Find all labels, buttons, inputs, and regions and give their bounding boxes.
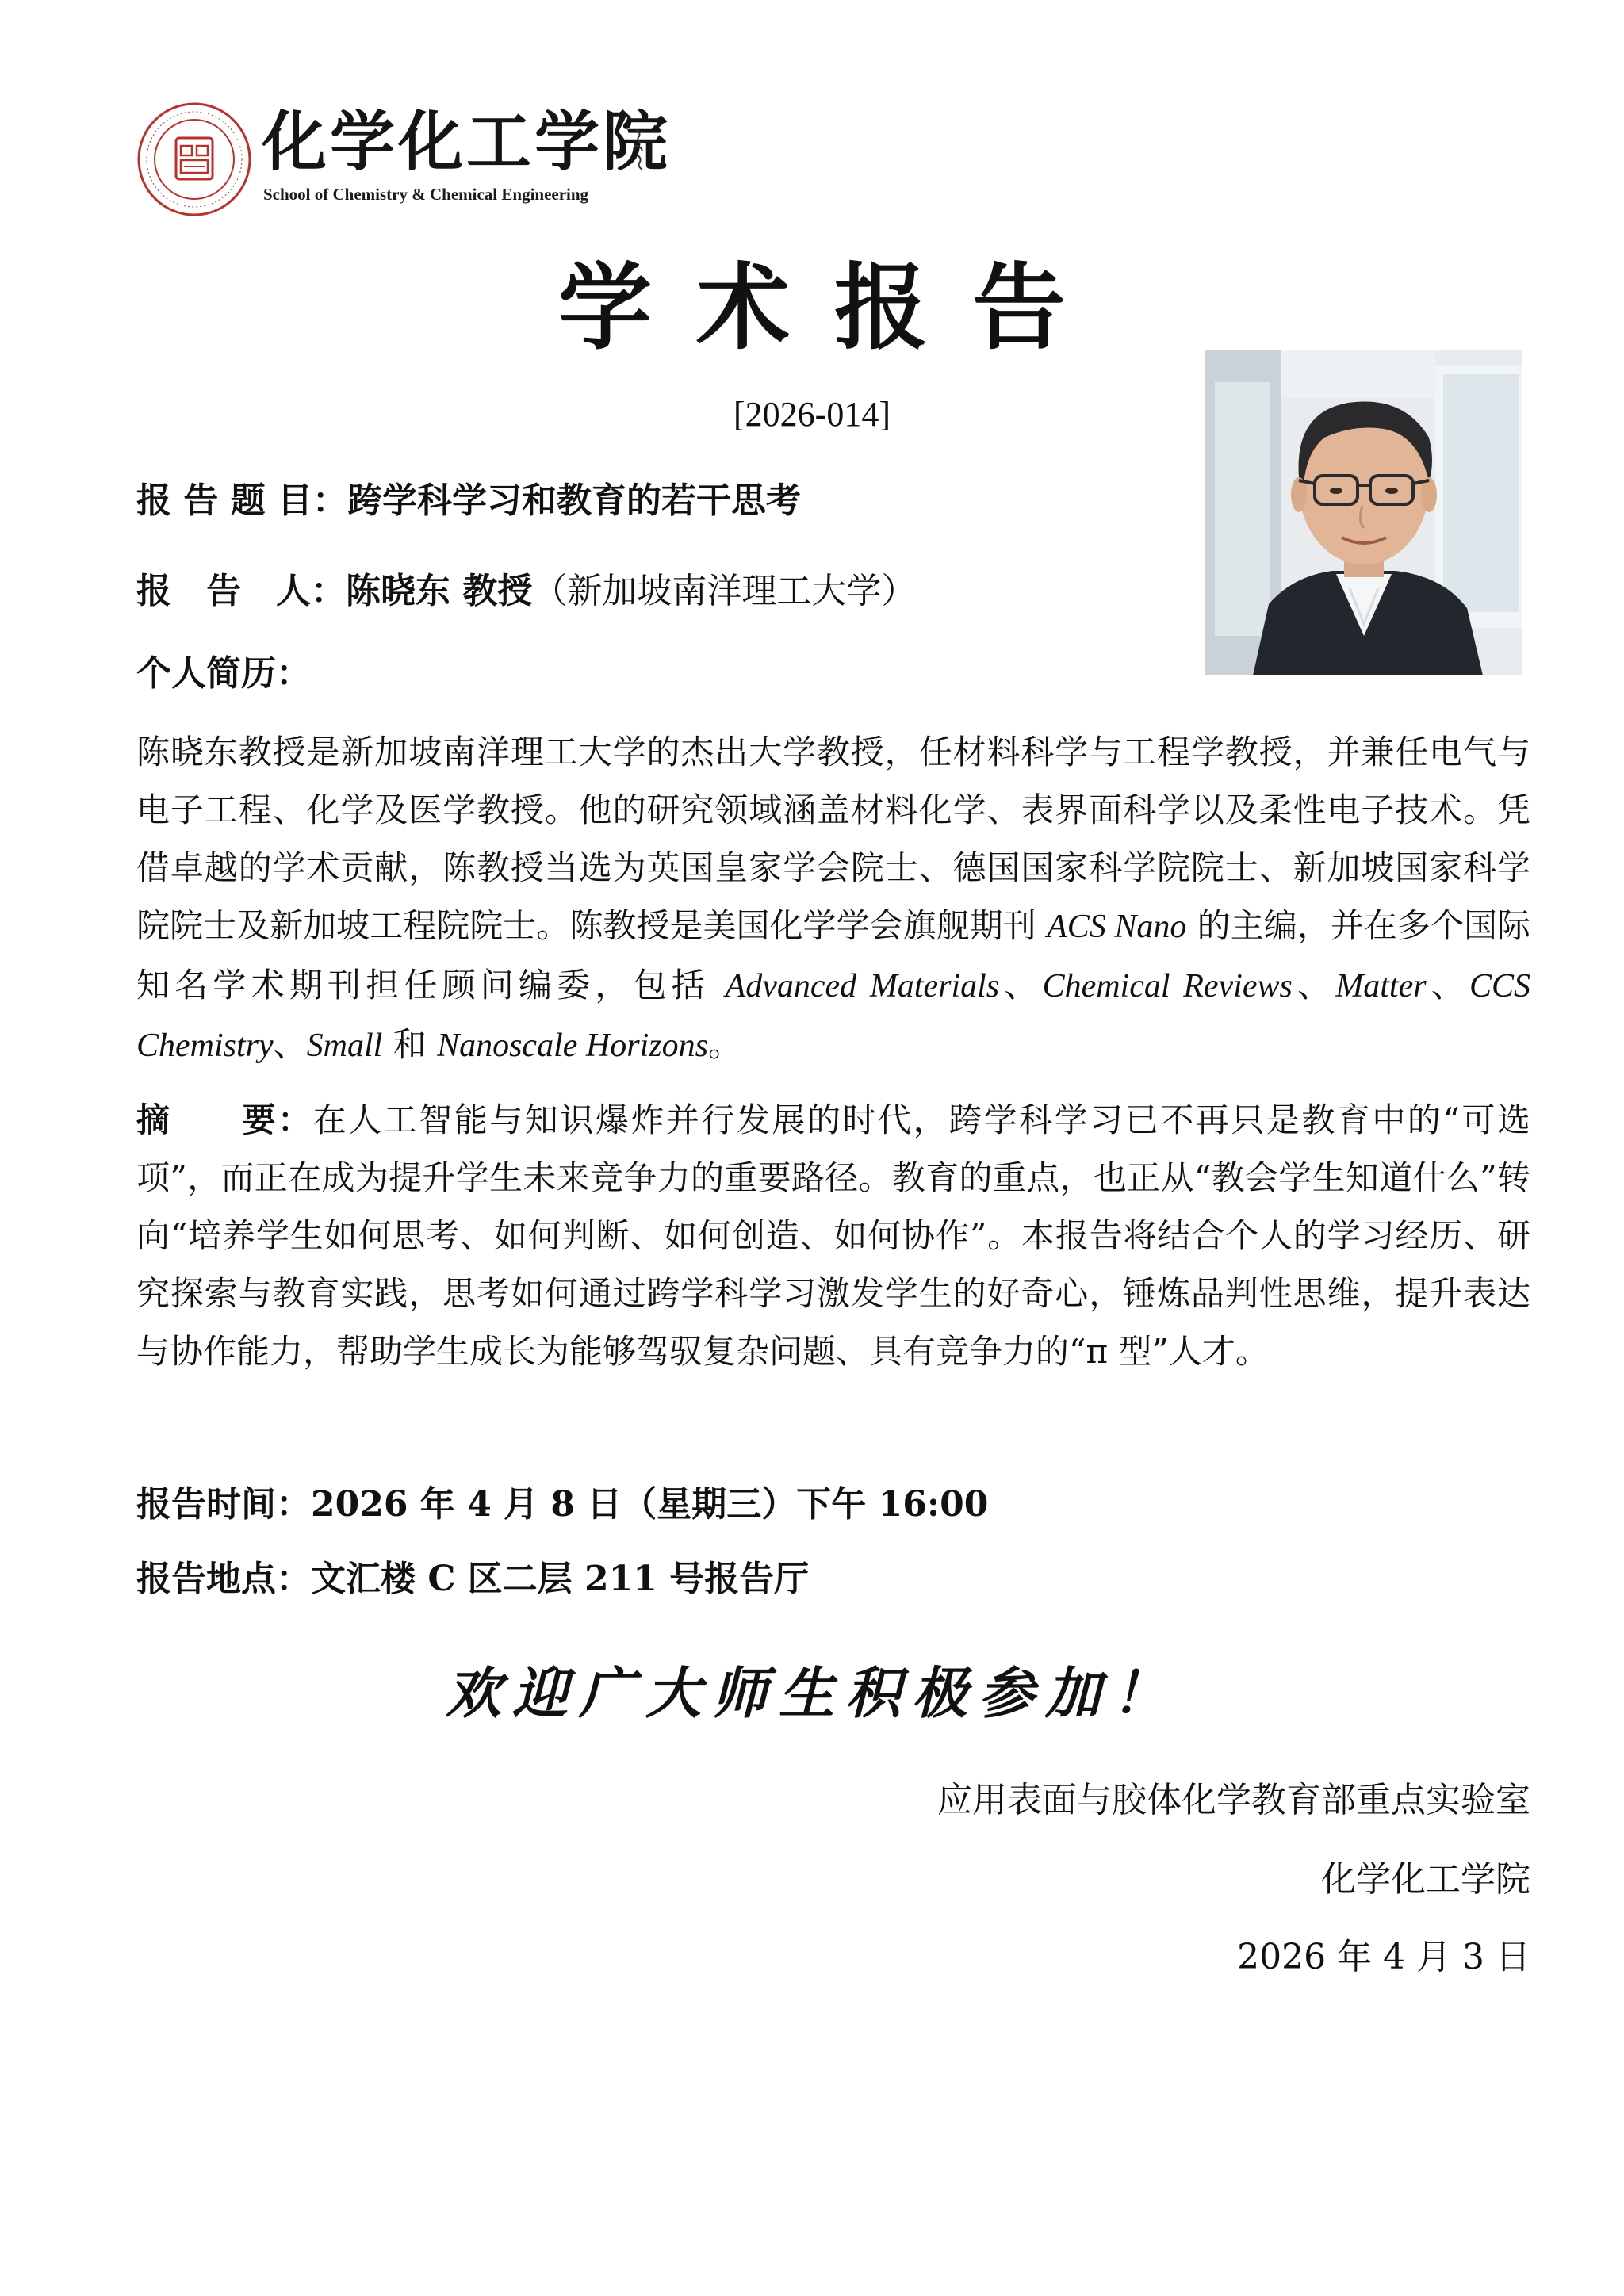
- journal-small: Small: [306, 1027, 383, 1064]
- speaker-line: [136, 569, 916, 614]
- bio-label: 个人简历：: [136, 653, 311, 694]
- journal-nanoscale-horizons: Nanoscale Horizons: [437, 1027, 708, 1064]
- calligraphy-signature-mark: [630, 125, 650, 173]
- and-word: 和: [393, 1025, 427, 1064]
- separator: 、: [1292, 966, 1336, 1004]
- journal-chemical-reviews: Chemical Reviews: [1042, 968, 1293, 1004]
- journal-ccs-chemistry: CCS Chemistry: [136, 968, 1530, 1064]
- signature-date: 2026 年 4 月 3 日: [1237, 1937, 1530, 1977]
- speaker-affiliation: （新加坡南洋理工大学）: [532, 571, 917, 611]
- page-title: 学术报告: [557, 252, 1110, 362]
- speaker-name: 陈晓东 教授: [346, 571, 533, 611]
- bio-text-1: 陈晓东教授是新加坡南洋理工大学的杰出大学教授，任材料科学与工程学教授，并兼任电气与电子工程、化学及医学教授。他的研究领域涵盖材料化学、表界面科学以及柔性电子技术。凭借卓越的学术贡献，陈教授当选为英国皇家学会院士、德国国家科学院院士、新加坡国家科学院院士及新加坡工程院院士。陈教授是美国化学学会旗舰期刊: [136, 733, 1530, 945]
- logo-chinese-name: 化学化工学院: [262, 105, 672, 180]
- bio-heading: [136, 652, 311, 696]
- report-number: [2026-014]: [733, 395, 891, 434]
- abstract-text: 在人工智能与知识爆炸并行发展的时代，跨学科学习已不再只是教育中的“可选项”，而正在成为提升学生未来竞争力的重要路径。教育的重点，也正从“教会学生知道什么”转向“培养学生如何思考、如何判断、如何创造、如何协作”。本报告将结合个人的学习经历、研究探索与教育实践，思考如何通过跨学科学习激发学生的好奇心，锤炼品判性思维，提升表达与协作能力，帮助学生成长为能够驾驭复杂问题、具有竞争力的“π 型”人才。: [136, 1100, 1530, 1371]
- bio-text-2: 的主编，并在多个国际知名学术期刊担任顾问编委，包括: [136, 906, 1530, 1004]
- abstract-paragraph: [136, 1091, 1530, 1380]
- logo-english-name: School of Chemistry & Chemical Engineering: [263, 185, 589, 204]
- school-logo: [136, 101, 672, 217]
- speaker-label: 报 告 人：: [136, 571, 346, 611]
- bio-paragraph: [136, 723, 1530, 1075]
- topic-label: 报 告 题 目：: [136, 480, 347, 521]
- report-place: [136, 1557, 809, 1601]
- abstract-label: 摘 要：: [136, 1100, 313, 1139]
- welcome-message: 欢迎广大师生积极参加！: [446, 1660, 1178, 1726]
- journal-advanced-materials: Advanced Materials: [725, 968, 1000, 1004]
- report-topic: [136, 479, 801, 523]
- separator: 、: [273, 1025, 307, 1064]
- separator: 、: [999, 966, 1043, 1004]
- school-seal-icon: [136, 101, 252, 217]
- signature-school: 化学化工学院: [1321, 1859, 1530, 1900]
- speaker-photo: [1205, 350, 1522, 675]
- report-time: [136, 1483, 988, 1527]
- time-label: 报告时间：: [136, 1484, 311, 1525]
- place-label: 报告地点：: [136, 1559, 311, 1599]
- journal-matter: Matter: [1335, 968, 1427, 1004]
- journal-acs-nano: ACS Nano: [1047, 909, 1187, 945]
- time-value: 2026 年 4 月 8 日（星期三）下午 16:00: [311, 1484, 989, 1525]
- separator: 、: [1426, 966, 1469, 1004]
- topic-value: 跨学科学习和教育的若干思考: [347, 480, 801, 521]
- place-value: 文汇楼 C 区二层 211 号报告厅: [311, 1559, 810, 1599]
- signature-lab: 应用表面与胶体化学教育部重点实验室: [937, 1780, 1530, 1820]
- bio-end: 。: [707, 1025, 741, 1064]
